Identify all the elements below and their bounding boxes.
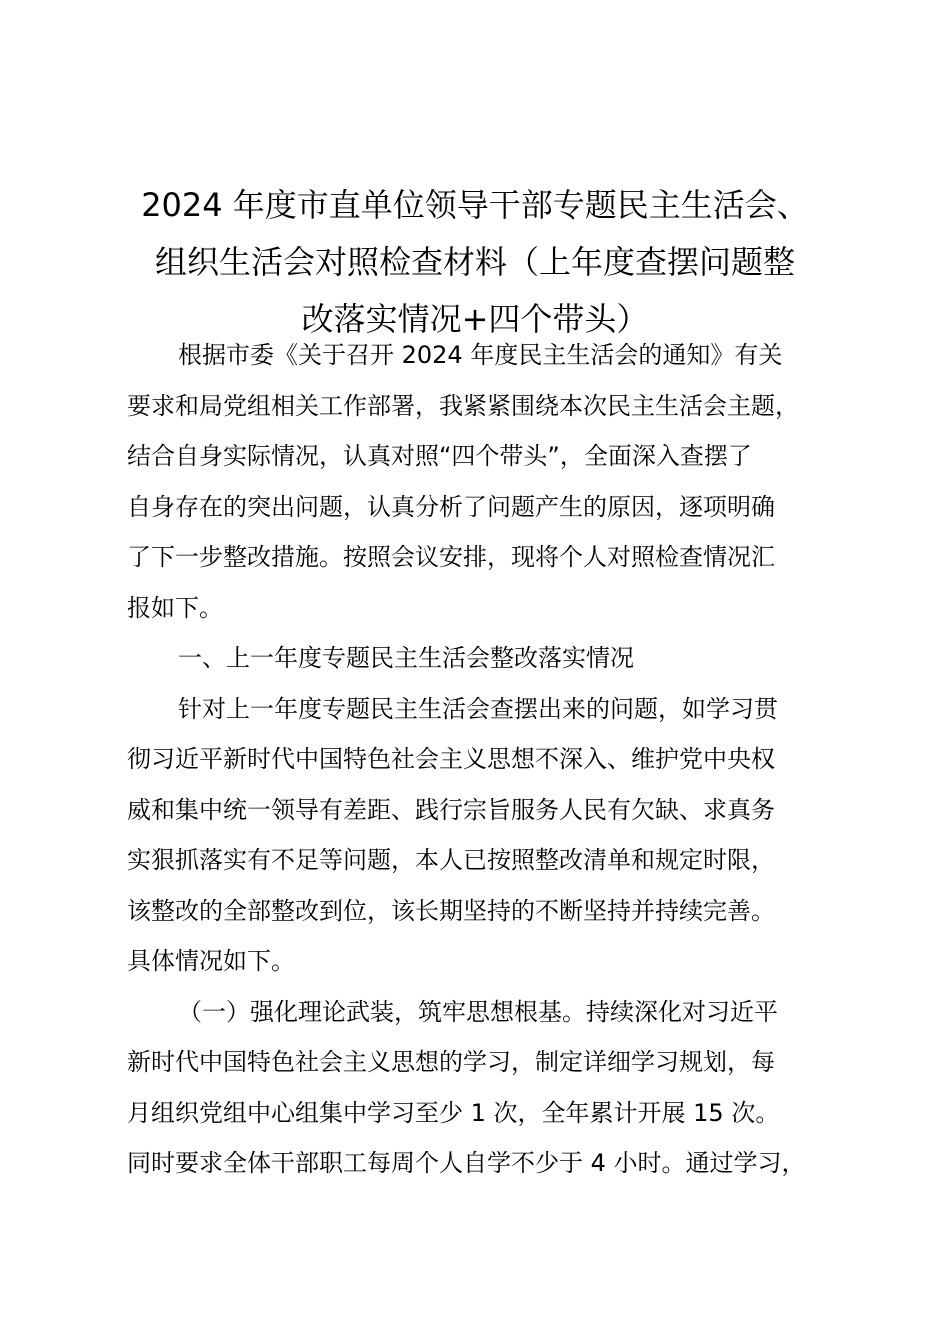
text-line: 一、上一年度专题民主生活会整改落实情况 <box>178 644 634 672</box>
text-line: 要求和局党组相关工作部署，我紧紧围绕本次民主生活会主题， <box>127 391 799 420</box>
paragraph-theory <box>127 987 827 1189</box>
title-line: 改落实情况+四个带头） <box>301 300 649 338</box>
paragraph-intro <box>127 330 827 633</box>
paragraph-rectification <box>127 684 827 987</box>
text-line: 新时代中国特色社会主义思想的学习，制定详细学习规划，每 <box>127 1048 775 1076</box>
text-line: 根据市委《关于召开 2024 年度民主生活会的通知》有关 <box>178 341 783 369</box>
text-line: 自身存在的突出问题，认真分析了问题产生的原因，逐项明确 <box>127 492 775 521</box>
text-line: 报如下。 <box>127 593 223 622</box>
title-line: 2024 年度市直单位领导干部专题民主生活会、 <box>141 186 809 224</box>
text-line: 同时要求全体干部职工每周个人自学不少于 4 小时。通过学习， <box>127 1149 806 1177</box>
text-line: （一）强化理论武装，筑牢思想根基。持续深化对习近平 <box>178 997 778 1026</box>
text-line: 具体情况如下。 <box>127 947 295 975</box>
text-line: 结合自身实际情况，认真对照“四个带头”，全面深入查摆了 <box>127 442 752 470</box>
document-title <box>110 177 840 348</box>
text-line: 月组织党组中心组集中学习至少 1 次，全年累计开展 15 次。 <box>127 1098 780 1127</box>
section-heading <box>127 633 827 684</box>
text-line: 实狠抓落实有不足等问题，本人已按照整改清单和规定时限， <box>127 846 775 874</box>
document-body <box>127 330 827 1189</box>
text-line: 威和集中统一领导有差距、践行宗旨服务人民有欠缺、求真务 <box>127 795 775 824</box>
text-line: 该整改的全部整改到位，该长期坚持的不断坚持并持续完善。 <box>127 896 775 925</box>
text-line: 彻习近平新时代中国特色社会主义思想不深入、维护党中央权 <box>127 745 775 773</box>
title-line: 组织生活会对照检查材料（上年度查摆问题整 <box>154 243 795 281</box>
text-line: 针对上一年度专题民主生活会查摆出来的问题，如学习贯 <box>178 694 778 723</box>
text-line: 了下一步整改措施。按照会议安排，现将个人对照检查情况汇 <box>127 543 775 571</box>
